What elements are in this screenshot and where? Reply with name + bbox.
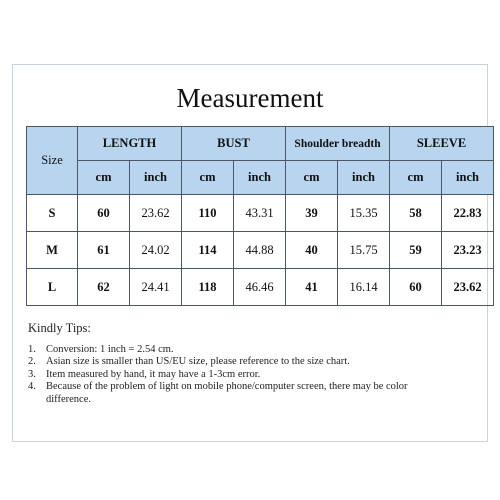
table-cell: 24.41 (130, 269, 182, 306)
table-row (27, 232, 494, 269)
table-cell: 59 (390, 232, 442, 269)
table-cell: 41 (286, 269, 338, 306)
table-cell: 58 (390, 195, 442, 232)
table-cell: 23.62 (442, 269, 494, 306)
tip-item (28, 344, 478, 357)
unit-header: inch (130, 161, 182, 195)
unit-header: cm (390, 161, 442, 195)
tip-item (28, 381, 478, 406)
tip-number: 2. (28, 356, 36, 367)
tip-text: Conversion: 1 inch = 2.54 cm. (46, 343, 174, 355)
sleeve-header: SLEEVE (390, 127, 494, 161)
tip-number: 3. (28, 368, 36, 380)
size-chart-card (12, 64, 488, 442)
table-cell: 39 (286, 195, 338, 232)
size-label: S (27, 195, 78, 232)
length-header: LENGTH (78, 127, 182, 161)
unit-header: cm (286, 161, 338, 195)
table-cell: 16.14 (338, 269, 390, 306)
table-cell: 23.23 (442, 232, 494, 269)
tip-number: 1. (28, 343, 36, 355)
unit-header: inch (338, 161, 390, 195)
table-cell: 40 (286, 232, 338, 269)
table-cell: 118 (182, 269, 234, 306)
table-cell: 110 (182, 195, 234, 232)
table-cell: 24.02 (130, 232, 182, 269)
table-cell: 114 (182, 232, 234, 269)
size-label: L (27, 269, 78, 306)
unit-header: inch (442, 161, 494, 195)
size-label: M (27, 232, 78, 269)
tip-text: Because of the problem of light on mobile phone/computer screen, there may be color difference. (46, 381, 408, 405)
table-cell: 22.83 (442, 195, 494, 232)
table-row (27, 269, 494, 306)
table-cell: 60 (390, 269, 442, 306)
table-cell: 62 (78, 269, 130, 306)
tip-item (28, 369, 478, 382)
table-cell: 23.62 (130, 195, 182, 232)
table-header-row (27, 127, 494, 161)
table-cell: 61 (78, 232, 130, 269)
size-column-header: Size (27, 127, 78, 195)
unit-header: inch (234, 161, 286, 195)
table-cell: 15.75 (338, 232, 390, 269)
tip-number: 4. (28, 381, 36, 392)
kindly-tips (28, 322, 478, 406)
table-cell: 46.46 (234, 269, 286, 306)
table-unit-row (27, 161, 494, 195)
page-title: Measurement (176, 83, 324, 113)
shoulder-breadth-header: Shoulder breadth (286, 127, 390, 161)
unit-header: cm (182, 161, 234, 195)
tip-item (28, 356, 478, 369)
table-cell: 15.35 (338, 195, 390, 232)
table-cell: 43.31 (234, 195, 286, 232)
size-table (26, 126, 494, 306)
table-row (27, 195, 494, 232)
table-cell: 60 (78, 195, 130, 232)
unit-header: cm (78, 161, 130, 195)
tips-title: Kindly Tips: (28, 321, 91, 335)
tip-text: Item measured by hand, it may have a 1-3cm error. (46, 368, 261, 380)
size-table-wrapper (26, 126, 482, 306)
tip-text: Asian size is smaller than US/EU size, please reference to the size chart. (46, 356, 350, 367)
table-cell: 44.88 (234, 232, 286, 269)
bust-header: BUST (182, 127, 286, 161)
